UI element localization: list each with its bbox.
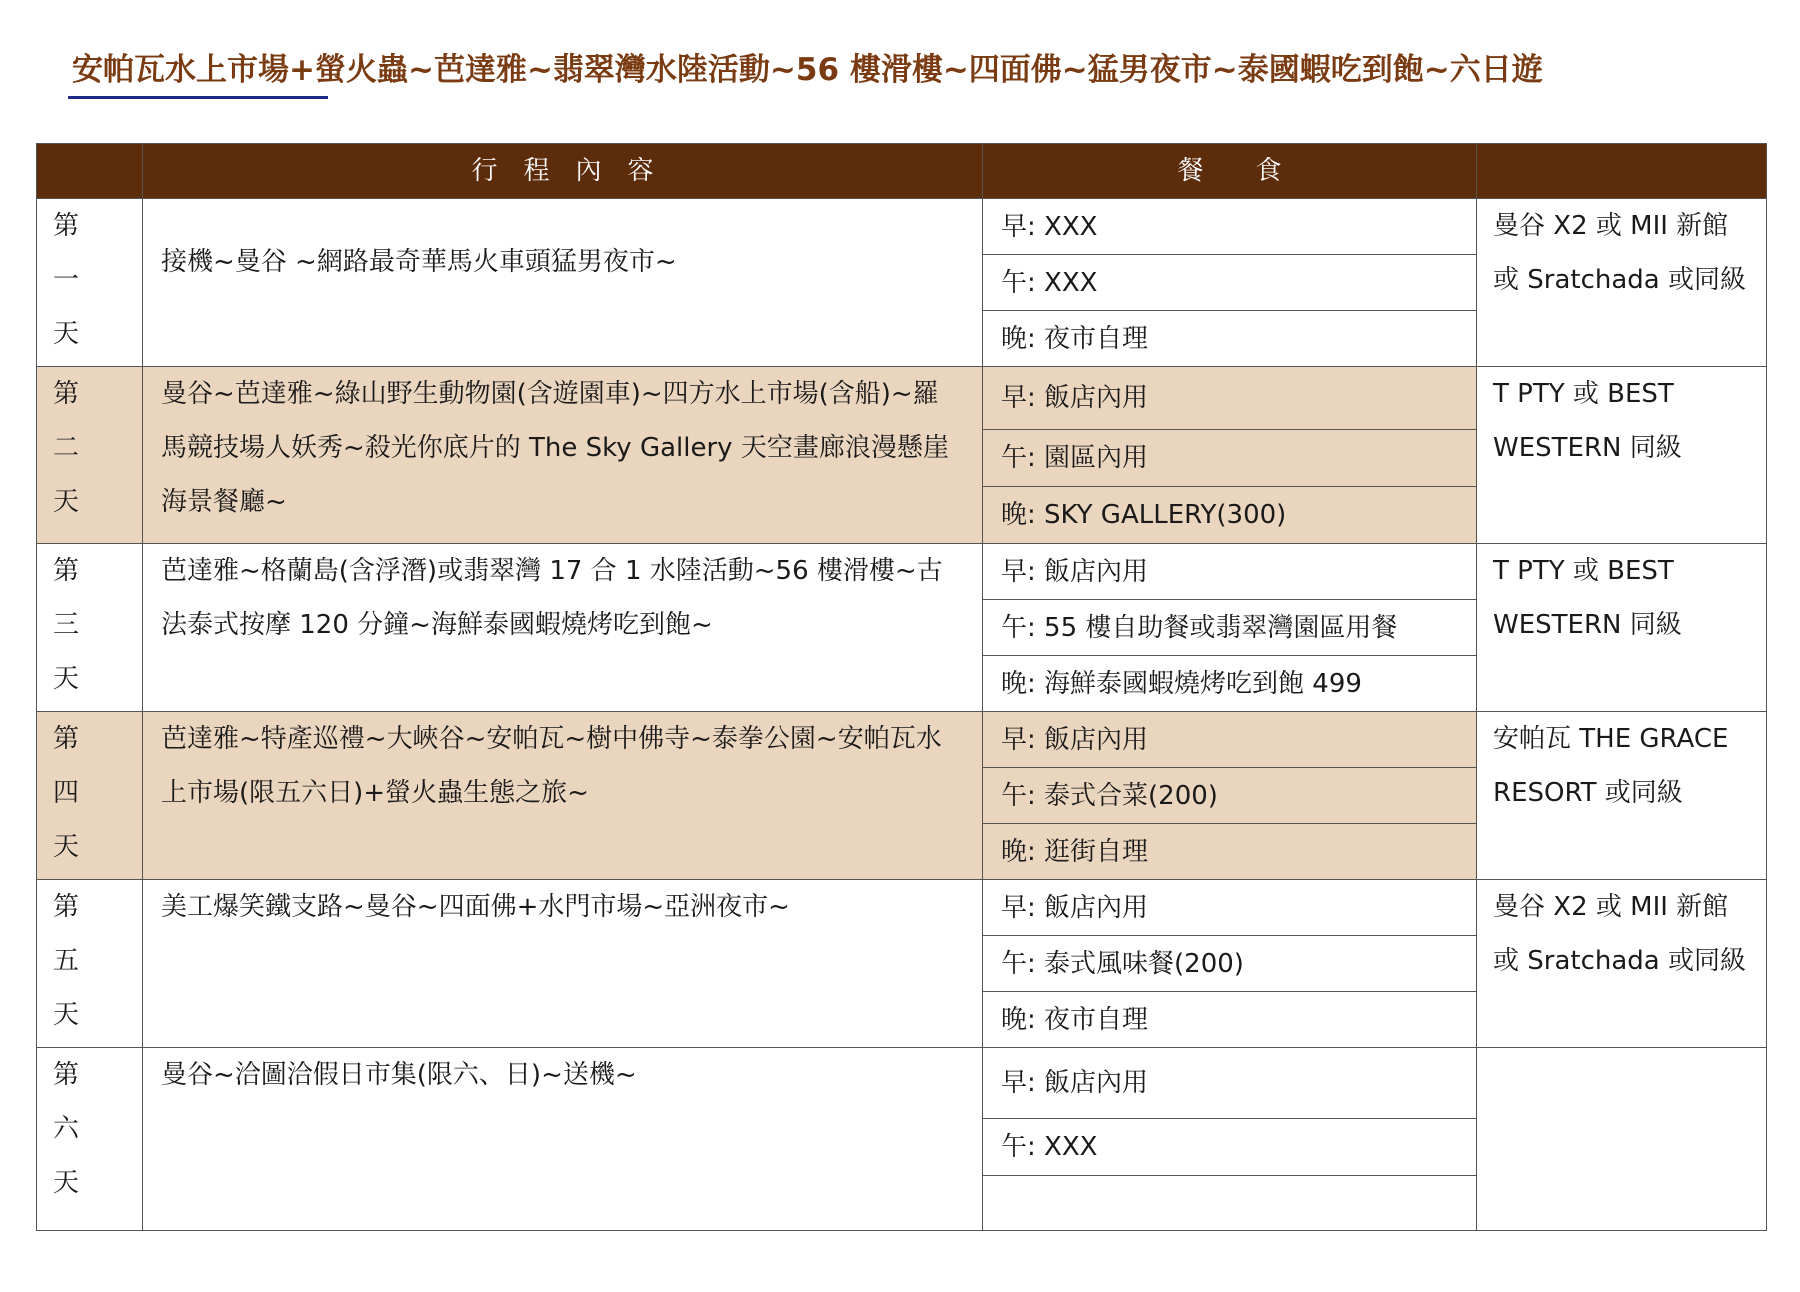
meal-dinner: 晚: 逛街自理 (983, 824, 1477, 880)
day-row-1 (37, 199, 1767, 255)
meal-lunch: 午: XXX (983, 255, 1477, 311)
meal-breakfast: 早: 飯店內用 (983, 544, 1477, 600)
meal-lunch: 午: 園區內用 (983, 430, 1477, 487)
day-char: 天 (53, 664, 80, 694)
meal-lunch: 午: 55 樓自助餐或翡翠灣園區用餐 (983, 600, 1477, 656)
meal-dinner: 晚: 海鮮泰國蝦燒烤吃到飽 499 (983, 656, 1477, 712)
title-underline (68, 96, 328, 99)
meal-dinner: 晚: SKY GALLERY(300) (983, 487, 1477, 544)
day-label (37, 367, 143, 544)
page-title: 安帕瓦水上市場+螢火蟲~芭達雅~翡翠灣水陸活動~56 樓滑樓~四面佛~猛男夜市~泰國蝦吃到飽~六日遊 (72, 52, 1543, 88)
itinerary-text: 美工爆笑鐵支路~曼谷~四面佛+水門市場~亞洲夜市~ (143, 880, 983, 1048)
hotel-text: 安帕瓦 THE GRACE RESORT 或同級 (1477, 712, 1767, 880)
itinerary-text: 曼谷~芭達雅~綠山野生動物園(含遊園車)~四方水上市場(含船)~羅馬競技場人妖秀~殺光你底片的 The Sky Gallery 天空畫廊浪漫懸崖海景餐廳~ (143, 367, 983, 544)
day-char: 天 (53, 1168, 80, 1198)
header-itinerary: 行 程 內 容 (143, 144, 983, 199)
day-char: 天 (53, 832, 80, 862)
hotel-text: T PTY 或 BEST WESTERN 同級 (1477, 367, 1767, 544)
hotel-text (1477, 1048, 1767, 1231)
hotel-text: 曼谷 X2 或 MII 新館或 Sratchada 或同級 (1477, 880, 1767, 1048)
meal-lunch: 午: XXX (983, 1119, 1477, 1176)
day-label (37, 199, 143, 367)
header-day (37, 144, 143, 199)
itinerary-table (36, 143, 1767, 1231)
table-header-row (37, 144, 1767, 199)
day-char: 第 (53, 724, 80, 754)
day-char: 三 (53, 610, 80, 640)
day-char: 天 (53, 487, 80, 517)
header-hotel (1477, 144, 1767, 199)
day-char: 第 (53, 1060, 80, 1090)
meal-breakfast: 早: 飯店內用 (983, 367, 1477, 430)
header-meals: 餐 食 (983, 144, 1477, 199)
meal-breakfast: 早: 飯店內用 (983, 1048, 1477, 1119)
day-row-2 (37, 367, 1767, 430)
day-label (37, 1048, 143, 1231)
day-char: 第 (53, 211, 80, 241)
meal-lunch: 午: 泰式合菜(200) (983, 768, 1477, 824)
day-char: 五 (53, 946, 80, 976)
day-char: 第 (53, 556, 80, 586)
day-char: 二 (53, 433, 80, 463)
meal-dinner: 晚: 夜市自理 (983, 311, 1477, 367)
meal-breakfast: 早: XXX (983, 199, 1477, 255)
day-char: 六 (53, 1114, 80, 1144)
day-char: 天 (53, 319, 80, 349)
meal-breakfast: 早: 飯店內用 (983, 880, 1477, 936)
itinerary-text: 曼谷~洽圖洽假日市集(限六、日)~送機~ (143, 1048, 983, 1231)
day-row-4 (37, 712, 1767, 768)
meal-lunch: 午: 泰式風味餐(200) (983, 936, 1477, 992)
itinerary-text: 接機~曼谷 ~網路最奇華馬火車頭猛男夜市~ (143, 199, 983, 367)
day-char: 第 (53, 892, 80, 922)
day-label (37, 880, 143, 1048)
day-row-3 (37, 544, 1767, 600)
hotel-text: T PTY 或 BEST WESTERN 同級 (1477, 544, 1767, 712)
day-char: 第 (53, 379, 80, 409)
meal-dinner (983, 1176, 1477, 1231)
day-char: 天 (53, 1000, 80, 1030)
day-label (37, 712, 143, 880)
hotel-text: 曼谷 X2 或 MII 新館或 Sratchada 或同級 (1477, 199, 1767, 367)
day-char: 一 (53, 265, 80, 295)
itinerary-text: 芭達雅~格蘭島(含浮潛)或翡翠灣 17 合 1 水陸活動~56 樓滑樓~古法泰式按摩 120 分鐘~海鮮泰國蝦燒烤吃到飽~ (143, 544, 983, 712)
meal-dinner: 晚: 夜市自理 (983, 992, 1477, 1048)
itinerary-text: 芭達雅~特產巡禮~大峽谷~安帕瓦~樹中佛寺~泰拳公園~安帕瓦水上市場(限五六日)+螢火蟲生態之旅~ (143, 712, 983, 880)
day-char: 四 (53, 778, 80, 808)
day-label (37, 544, 143, 712)
day-row-6 (37, 1048, 1767, 1119)
meal-breakfast: 早: 飯店內用 (983, 712, 1477, 768)
day-row-5 (37, 880, 1767, 936)
